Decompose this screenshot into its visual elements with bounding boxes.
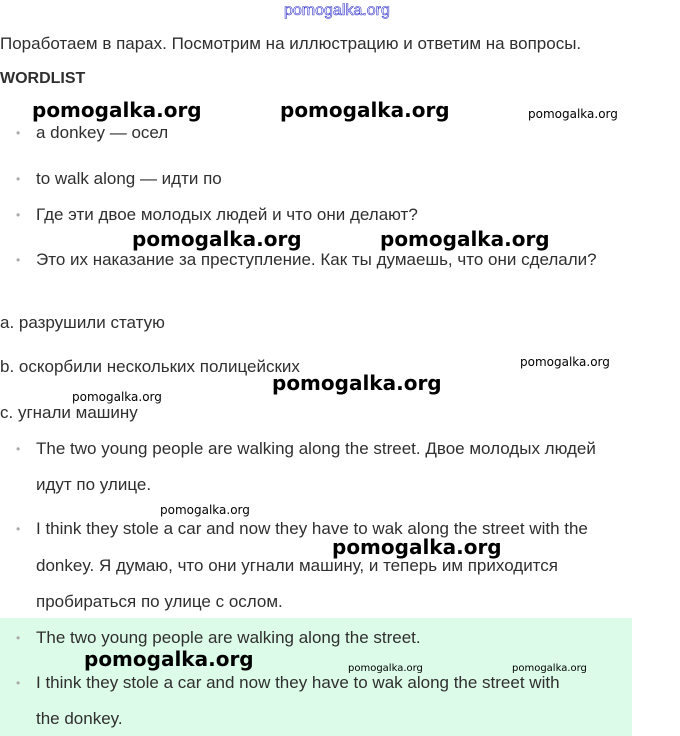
answer-line: donkey. Я думаю, что они угнали машину, и теперь им приходится xyxy=(36,556,558,575)
option-b: b. оскорбили нескольких полицейских xyxy=(0,357,300,376)
wordlist-heading: WORDLIST xyxy=(0,70,86,87)
option-c: c. угнали машину xyxy=(0,403,138,422)
list-item: • a donkey — осел xyxy=(36,123,168,143)
watermark: pomogalka.org xyxy=(160,503,250,517)
list-item: • Это их наказание за преступление. Как ты думаешь, что они сделали? xyxy=(36,250,597,270)
watermark: pomogalka.org xyxy=(520,355,610,369)
list-item: • to walk along — идти по xyxy=(36,169,222,189)
intro-text: Поработаем в парах. Посмотрим на иллюстрацию и ответим на вопросы. xyxy=(0,34,582,53)
watermark: pomogalka.org xyxy=(72,390,162,404)
highlight-line: • The two young people are walking along the street. xyxy=(36,628,421,648)
answer-line: идут по улице. xyxy=(36,475,152,494)
watermark-top: pomogalka.org xyxy=(284,2,390,19)
watermark: pomogalka.org xyxy=(348,663,423,674)
watermark: pomogalka.org xyxy=(380,227,550,251)
answer-line: пробираться по улице с ослом. xyxy=(36,592,283,611)
option-a: a. разрушили статую xyxy=(0,313,165,332)
answer-line: • I think they stole a car and now they have to wak along the street with the xyxy=(36,519,588,539)
list-item: • Где эти двое молодых людей и что они делают? xyxy=(36,205,418,225)
watermark: pomogalka.org xyxy=(32,98,202,122)
watermark: pomogalka.org xyxy=(280,98,450,122)
answer-line: • The two young people are walking along the street. Двое молодых людей xyxy=(36,439,596,459)
highlight-line: • I think they stole a car and now they have to wak along the street with xyxy=(36,673,560,693)
watermark: pomogalka.org xyxy=(272,371,442,395)
watermark: pomogalka.org xyxy=(332,535,502,559)
watermark: pomogalka.org xyxy=(528,107,618,121)
watermark: pomogalka.org xyxy=(84,647,254,671)
highlight-line: the donkey. xyxy=(36,709,123,728)
watermark: pomogalka.org xyxy=(132,227,302,251)
watermark: pomogalka.org xyxy=(512,663,587,674)
